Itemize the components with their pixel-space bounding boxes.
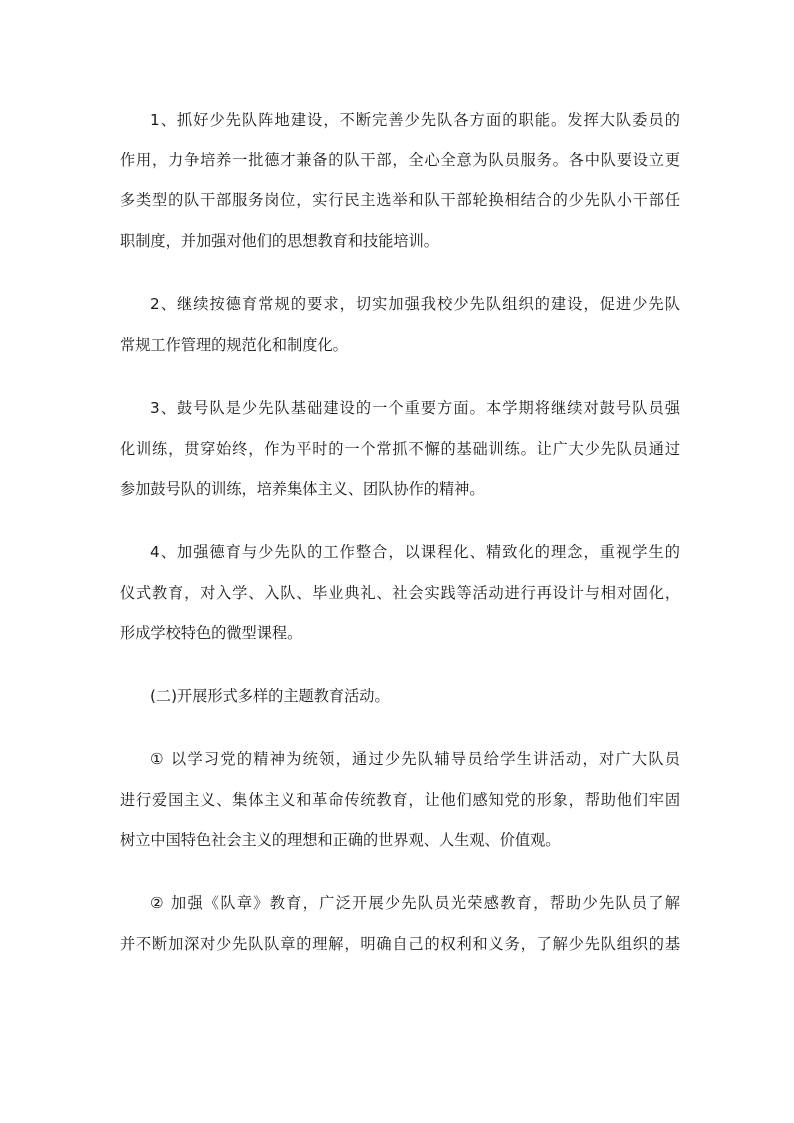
paragraph-2-line-2: 常规工作管理的规范化和制度化。	[120, 336, 348, 354]
paragraph-3-line-3: 参加鼓号队的训练，培养集体主义、团队协作的精神。	[120, 480, 485, 498]
paragraph-7-line-1: ② 加强《队章》教育，广泛开展少先队员光荣感教育，帮助少先队员了解	[150, 894, 680, 912]
paragraph-6-line-1: ① 以学习党的精神为统领，通过少先队辅导员给学生讲活动，对广大队员	[150, 750, 680, 768]
paragraph-4-line-2: 仪式教育，对入学、入队、毕业典礼、社会实践等活动进行再设计与相对固化，	[120, 584, 680, 602]
paragraph-1-line-1: 1、抓好少先队阵地建设，不断完善少先队各方面的职能。发挥大队委员的	[150, 111, 680, 129]
paragraph-6-line-2: 进行爱国主义、集体主义和革命传统教育，让他们感知党的形象，帮助他们牢固	[120, 791, 680, 809]
paragraph-1-line-3: 多类型的队干部服务岗位，实行民主选举和队干部轮换相结合的少先队小干部任	[120, 191, 680, 209]
paragraph-3-line-1: 3、鼓号队是少先队基础建设的一个重要方面。本学期将继续对鼓号队员强	[150, 399, 680, 417]
paragraph-7-line-2: 并不断加深对少先队队章的理解，明确自己的权利和义务，了解少先队组织的基	[120, 935, 680, 953]
section-heading-2: (二)开展形式多样的主题教育活动。	[150, 687, 390, 705]
paragraph-1-line-2: 作用，力争培养一批德才兼备的队干部，全心全意为队员服务。各中队要设立更	[120, 151, 680, 169]
paragraph-6-line-3: 树立中国特色社会主义的理想和正确的世界观、人生观、价值观。	[120, 831, 561, 849]
paragraph-4-line-3: 形成学校特色的微型课程。	[120, 624, 303, 642]
paragraph-3-line-2: 化训练，贯穿始终，作为平时的一个常抓不懈的基础训练。让广大少先队员通过	[120, 440, 680, 458]
paragraph-4-line-1: 4、加强德育与少先队的工作整合，以课程化、精致化的理念，重视学生的	[150, 543, 680, 561]
paragraph-2-line-1: 2、继续按德育常规的要求，切实加强我校少先队组织的建设，促进少先队	[150, 295, 680, 313]
paragraph-1-line-4: 职制度，并加强对他们的思想教育和技能培训。	[120, 232, 439, 250]
